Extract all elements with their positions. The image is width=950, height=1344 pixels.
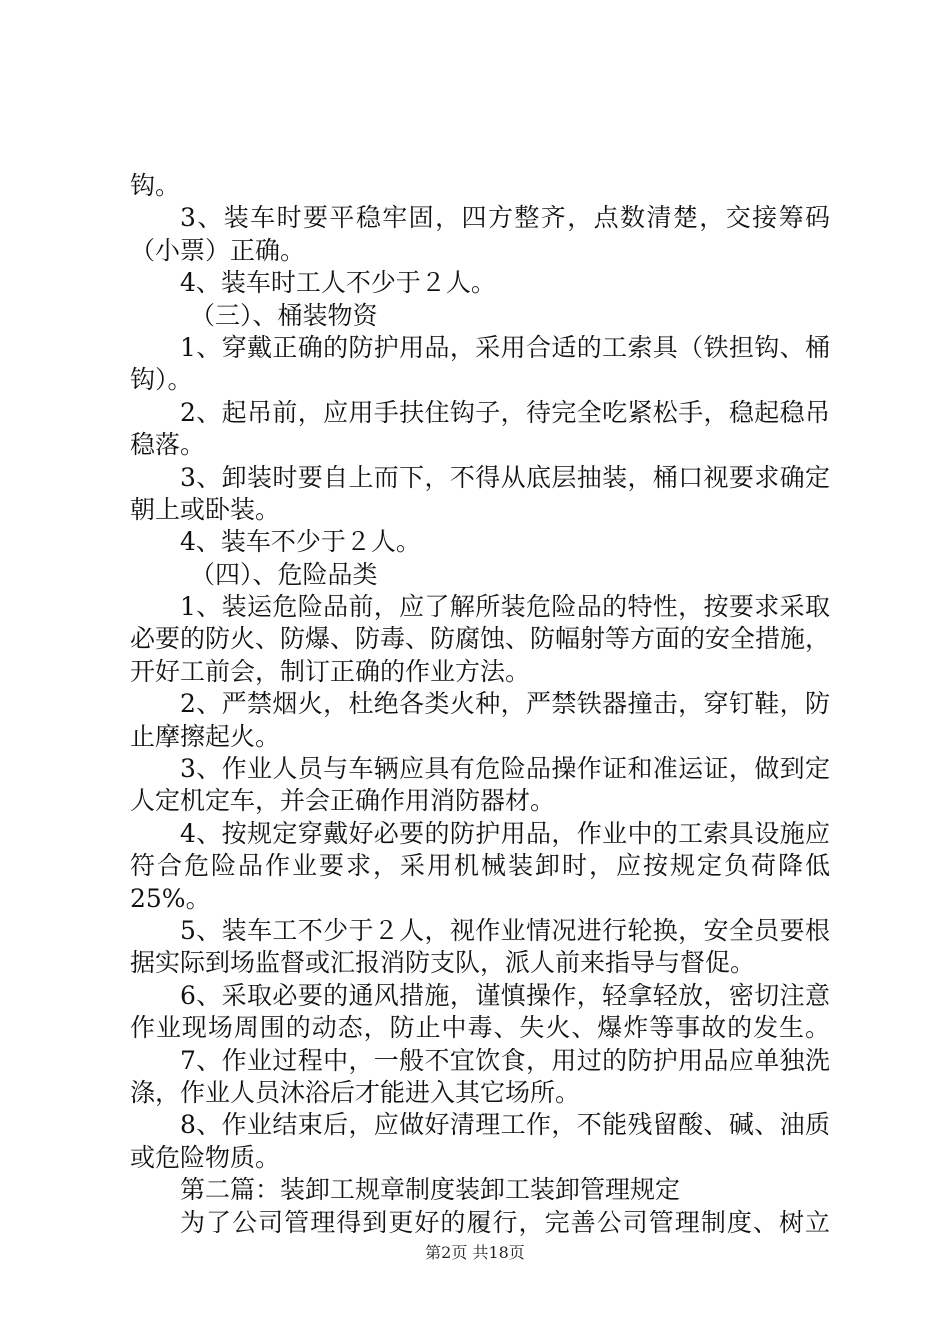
text-line: 开好工前会，制订正确的作业方法。 — [130, 656, 531, 686]
text-line: 1、穿戴正确的防护用品，采用合适的工索具（铁担钩、桶 — [180, 332, 830, 362]
section-heading: （四）、危险品类 — [190, 559, 378, 589]
document-body — [130, 170, 830, 1239]
text-line: （小票）正确。 — [130, 235, 306, 265]
text-line: 或危险物质。 — [130, 1142, 281, 1172]
text-line: 人定机定车，并会正确作用消防器材。 — [130, 786, 556, 816]
chapter-heading: 第二篇：装卸工规章制度装卸工装卸管理规定 — [180, 1175, 681, 1205]
text-line: 5、装车工不少于２人，视作业情况进行轮换，安全员要根 — [180, 915, 830, 945]
text-line: 涤，作业人员沐浴后才能进入其它场所。 — [130, 1077, 581, 1107]
text-line: 钩。 — [130, 171, 181, 200]
text-line: 3、装车时要平稳牢固，四方整齐，点数清楚，交接筹码 — [180, 203, 830, 233]
text-line: 为了公司管理得到更好的履行，完善公司管理制度、树立 — [180, 1207, 830, 1237]
text-line: 必要的防火、防爆、防毒、防腐蚀、防幅射等方面的安全措施， — [130, 624, 830, 654]
text-line: 止摩擦起火。 — [130, 721, 281, 751]
page-number: 第2页 共18页 — [425, 1243, 525, 1262]
text-line: 1、装运危险品前，应了解所装危险品的特性，按要求采取 — [180, 592, 830, 622]
text-line: 8、作业结束后，应做好清理工作，不能残留酸、碱、油质 — [180, 1110, 830, 1140]
text-line: 作业现场周围的动态，防止中毒、失火、爆炸等事故的发生。 — [130, 1013, 830, 1043]
text-line: 7、作业过程中，一般不宜饮食，用过的防护用品应单独洗 — [180, 1045, 830, 1075]
text-line: 25%。 — [130, 883, 211, 913]
text-line: 4、按规定穿戴好必要的防护用品，作业中的工索具设施应 — [180, 818, 830, 848]
text-line: 稳落。 — [130, 430, 206, 460]
text-line: 符合危险品作业要求，采用机械装卸时，应按规定负荷降低 — [130, 851, 830, 881]
text-line: 据实际到场监督或汇报消防支队，派人前来指导与督促。 — [130, 948, 756, 978]
text-line: 4、装车不少于２人。 — [180, 527, 421, 557]
text-line: 2、严禁烟火，杜绝各类火种，严禁铁器撞击，穿钉鞋，防 — [180, 689, 830, 719]
text-line: 朝上或卧装。 — [130, 494, 281, 524]
text-line: 2、起吊前，应用手扶住钩子，待完全吃紧松手，稳起稳吊 — [180, 397, 830, 427]
text-line: 3、作业人员与车辆应具有危险品操作证和准运证，做到定 — [180, 754, 830, 784]
text-line: 钩）。 — [130, 365, 193, 395]
text-line: 6、采取必要的通风措施，谨慎操作，轻拿轻放，密切注意 — [180, 980, 830, 1010]
text-line: 4、装车时工人不少于２人。 — [180, 268, 496, 298]
text-line: 3、卸装时要自上而下，不得从底层抽装，桶口视要求确定 — [180, 462, 830, 492]
section-heading: （三）、桶装物资 — [190, 300, 378, 330]
